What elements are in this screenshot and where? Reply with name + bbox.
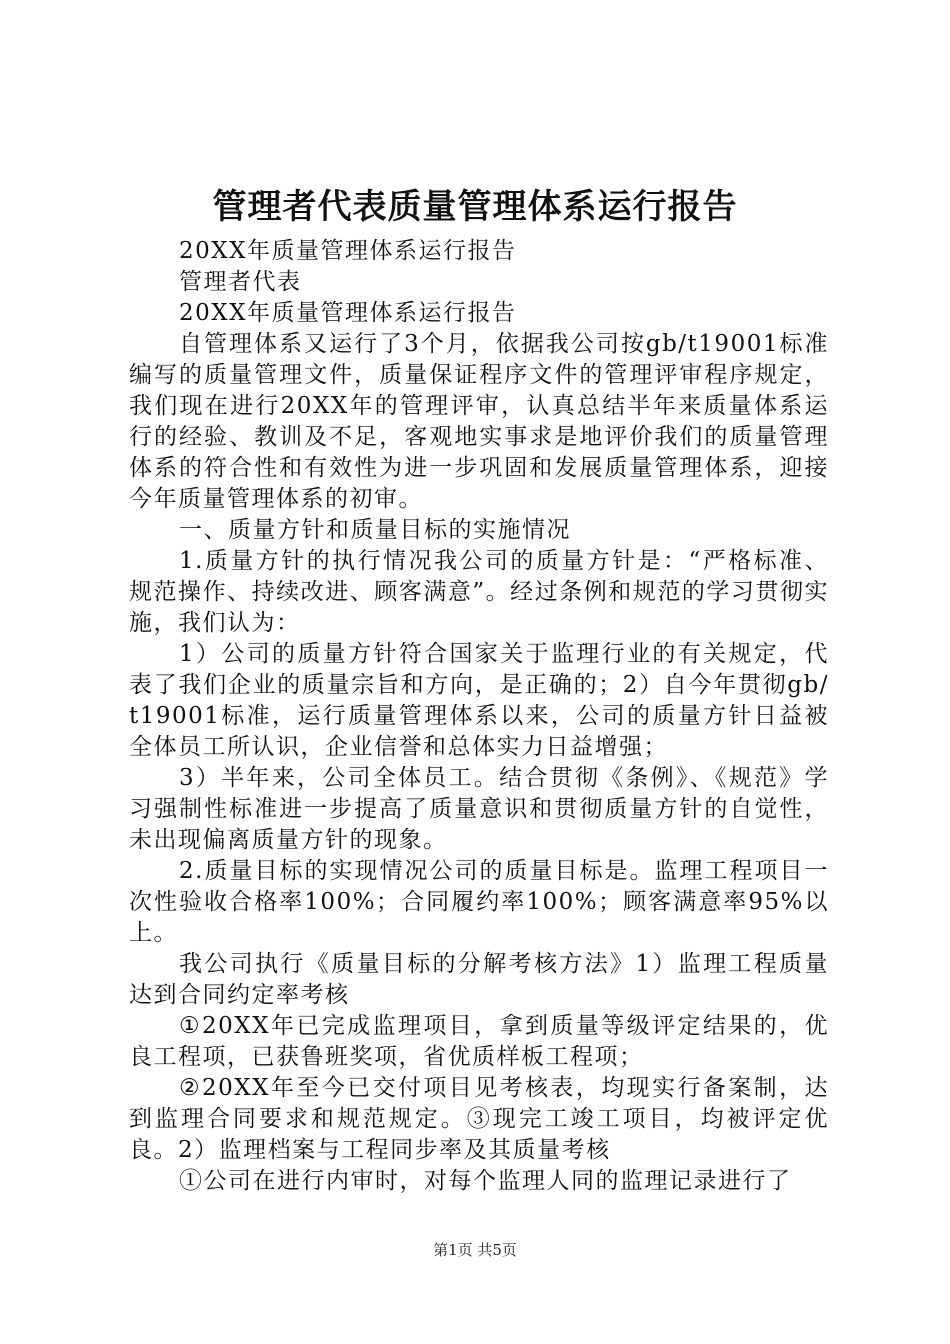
paragraph-quality-policy: 1.质量方针的执行情况我公司的质量方针是：“严格标准、规范操作、持续改进、顾客满意”。经过条例和规范的学习贯彻实施，我们认为：: [129, 548, 829, 636]
paragraph-item-audit: ①公司在进行内审时，对每个监理人同的监理记录进行了: [179, 1168, 792, 1194]
paragraph-report-subheading: 20XX年质量管理体系运行报告: [179, 300, 517, 326]
document-body: [129, 236, 829, 1197]
paragraph-item-1: ①20XX年已完成监理项目，拿到质量等级评定结果的，优良工程项，已获鲁班奖项，省优质样板工程项；: [129, 1013, 829, 1070]
paragraph-report-heading: 20XX年质量管理体系运行报告: [179, 238, 517, 264]
paragraph-quality-objectives: 2.质量目标的实现情况公司的质量目标是。监理工程项目一次性验收合格率100%；合同履约率100%；顾客满意率95%以上。: [129, 858, 829, 946]
paragraph-policy-points: 1）公司的质量方针符合国家关于监理行业的有关规定，代表了我们企业的质量宗旨和方向，是正确的；2）自今年贯彻gb/t19001标准，运行质量管理体系以来，公司的质量方针日益被全体员工所认识，企业信誉和总体实力日益增强；: [129, 641, 829, 760]
paragraph-intro: 自管理体系又运行了3个月，依据我公司按gb/t19001标准编写的质量管理文件，质量保证程序文件的管理评审程序规定，我们现在进行20XX年的管理评审，认真总结半年来质量体系运行的经验、教训及不足，客观地实事求是地评价我们的质量管理体系的符合性和有效性为进一步巩固和发展质量管理体系，迎接今年质量管理体系的初审。: [129, 331, 829, 512]
paragraph-policy-point-3: 3）半年来，公司全体员工。结合贯彻《条例》、《规范》学习强制性标准进一步提高了质量意识和贯彻质量方针的自觉性，未出现偏离质量方针的现象。: [129, 765, 829, 853]
paragraph-item-2: ②20XX年至今已交付项目见考核表，均现实行备案制，达到监理合同要求和规范规定。③现完工竣工项目，均被评定优良。2）监理档案与工程同步率及其质量考核: [129, 1075, 829, 1163]
page-number-footer: 第1页 共5页: [433, 1241, 517, 1259]
paragraph-assessment-method: 我公司执行《质量目标的分解考核方法》1）监理工程质量达到合同约定率考核: [129, 951, 829, 1008]
page-title: 管理者代表质量管理体系运行报告: [212, 187, 738, 227]
section-heading-1: 一、质量方针和质量目标的实施情况: [179, 517, 571, 543]
paragraph-author: 管理者代表: [179, 269, 302, 295]
